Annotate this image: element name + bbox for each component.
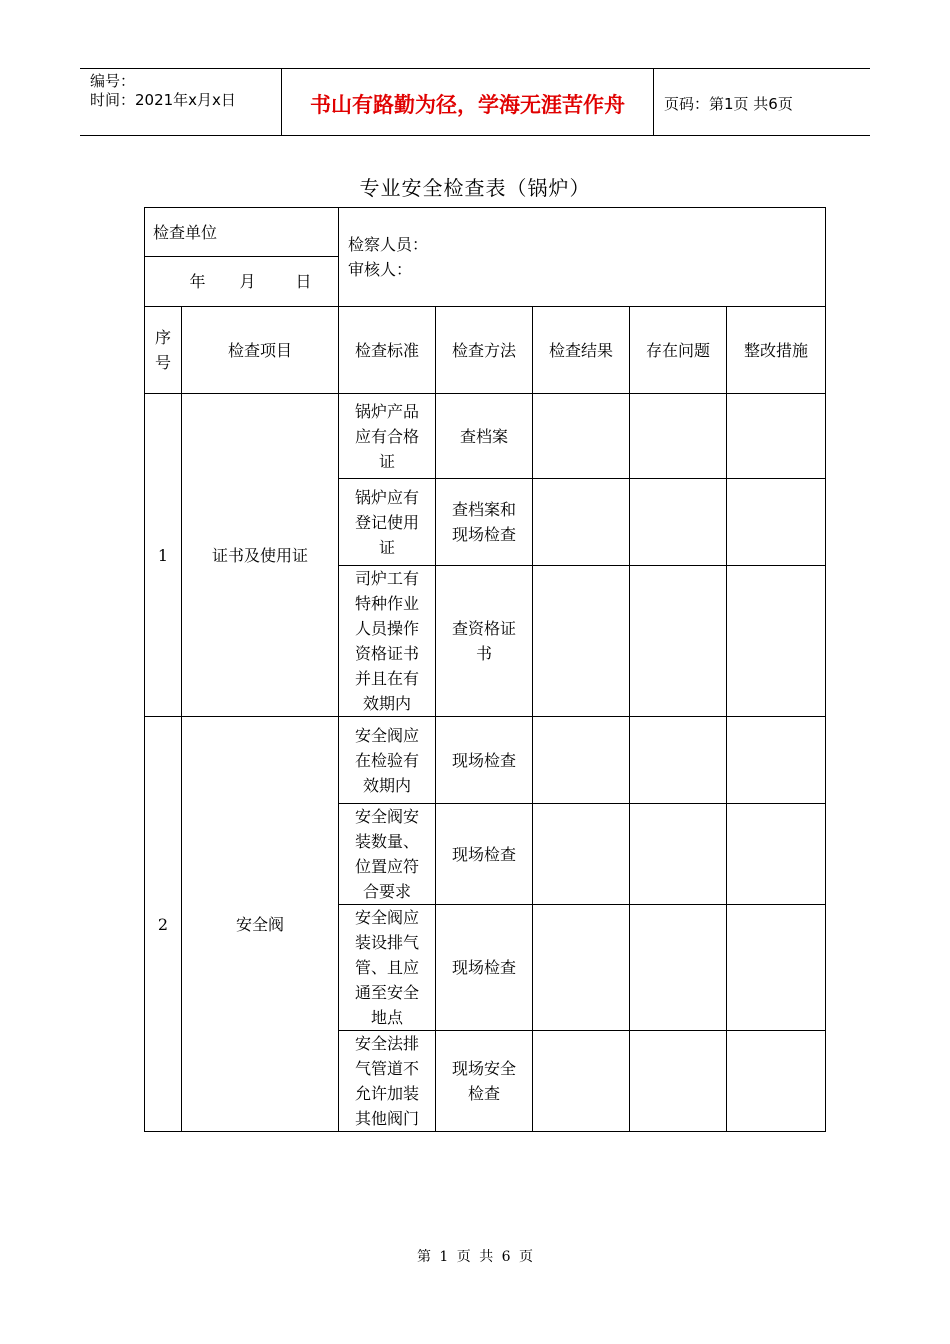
- check-method: 查资格证书: [436, 566, 533, 717]
- info-row-unit: [145, 208, 826, 257]
- check-standard: 锅炉产品应有合格证: [339, 394, 436, 479]
- inspection-table: [144, 207, 826, 1132]
- section-seq: 1: [145, 394, 182, 717]
- date-month-label: 月: [239, 272, 256, 291]
- column-header-row: [145, 307, 826, 394]
- check-standard: 安全阀安装数量、位置应符合要求: [339, 804, 436, 905]
- check-result-cell[interactable]: [533, 905, 630, 1031]
- check-result-cell[interactable]: [533, 1031, 630, 1132]
- document-number-label: 编号：: [90, 72, 136, 90]
- table-row: [145, 394, 826, 479]
- personnel-cell: [339, 208, 826, 307]
- check-result-cell[interactable]: [533, 804, 630, 905]
- check-standard: 锅炉应有登记使用证: [339, 479, 436, 566]
- column-header-problem: 存在问题: [630, 307, 727, 394]
- page-header: [80, 68, 870, 136]
- problem-cell[interactable]: [630, 394, 727, 479]
- reviewer-label: 审核人：: [348, 260, 413, 279]
- check-method: 现场检查: [436, 804, 533, 905]
- check-result-cell[interactable]: [533, 394, 630, 479]
- header-page-info: 页码：第1页 共6页: [664, 94, 793, 113]
- check-method: 现场检查: [436, 905, 533, 1031]
- check-method: 现场检查: [436, 717, 533, 804]
- problem-cell[interactable]: [630, 804, 727, 905]
- check-method: 查档案: [436, 394, 533, 479]
- check-standard: 安全法排气管道不允许加装其他阀门: [339, 1031, 436, 1132]
- inspection-date-cell: [145, 257, 339, 307]
- check-standard: 司炉工有特种作业人员操作资格证书并且在有效期内: [339, 566, 436, 717]
- check-result-cell[interactable]: [533, 566, 630, 717]
- column-header-item: 检查项目: [182, 307, 339, 394]
- check-result-cell[interactable]: [533, 717, 630, 804]
- column-header-action: 整改措施: [727, 307, 826, 394]
- check-standard: 安全阀应在检验有效期内: [339, 717, 436, 804]
- section-item: 安全阀: [182, 717, 339, 1132]
- action-cell[interactable]: [727, 479, 826, 566]
- check-method: 查档案和现场检查: [436, 479, 533, 566]
- check-method: 现场安全检查: [436, 1031, 533, 1132]
- action-cell[interactable]: [727, 717, 826, 804]
- check-standard: 安全阀应装设排气管、且应通至安全地点: [339, 905, 436, 1031]
- action-cell[interactable]: [727, 566, 826, 717]
- section-item: 证书及使用证: [182, 394, 339, 717]
- check-result-cell[interactable]: [533, 479, 630, 566]
- document-title: 专业安全检查表（锅炉）: [359, 176, 591, 200]
- problem-cell[interactable]: [630, 1031, 727, 1132]
- column-header-result: 检查结果: [533, 307, 630, 394]
- problem-cell[interactable]: [630, 479, 727, 566]
- header-meta: [80, 69, 282, 135]
- header-motto: 书山有路勤为径，学海无涯苦作舟: [282, 69, 654, 135]
- problem-cell[interactable]: [630, 717, 727, 804]
- problem-cell[interactable]: [630, 905, 727, 1031]
- table-row: [145, 717, 826, 804]
- document-time-label: 时间：2021年x月x日: [90, 91, 236, 109]
- page-footer: 第 1 页 共 6 页: [416, 1249, 534, 1265]
- action-cell[interactable]: [727, 804, 826, 905]
- inspector-label: 检察人员：: [348, 235, 429, 254]
- column-header-method: 检查方法: [436, 307, 533, 394]
- problem-cell[interactable]: [630, 566, 727, 717]
- section-seq: 2: [145, 717, 182, 1132]
- action-cell[interactable]: [727, 394, 826, 479]
- action-cell[interactable]: [727, 905, 826, 1031]
- date-year-label: 年: [189, 272, 206, 291]
- column-header-standard: 检查标准: [339, 307, 436, 394]
- inspection-unit-label: 检查单位: [145, 208, 339, 257]
- action-cell[interactable]: [727, 1031, 826, 1132]
- column-header-seq: 序号: [145, 307, 182, 394]
- date-day-label: 日: [295, 272, 312, 291]
